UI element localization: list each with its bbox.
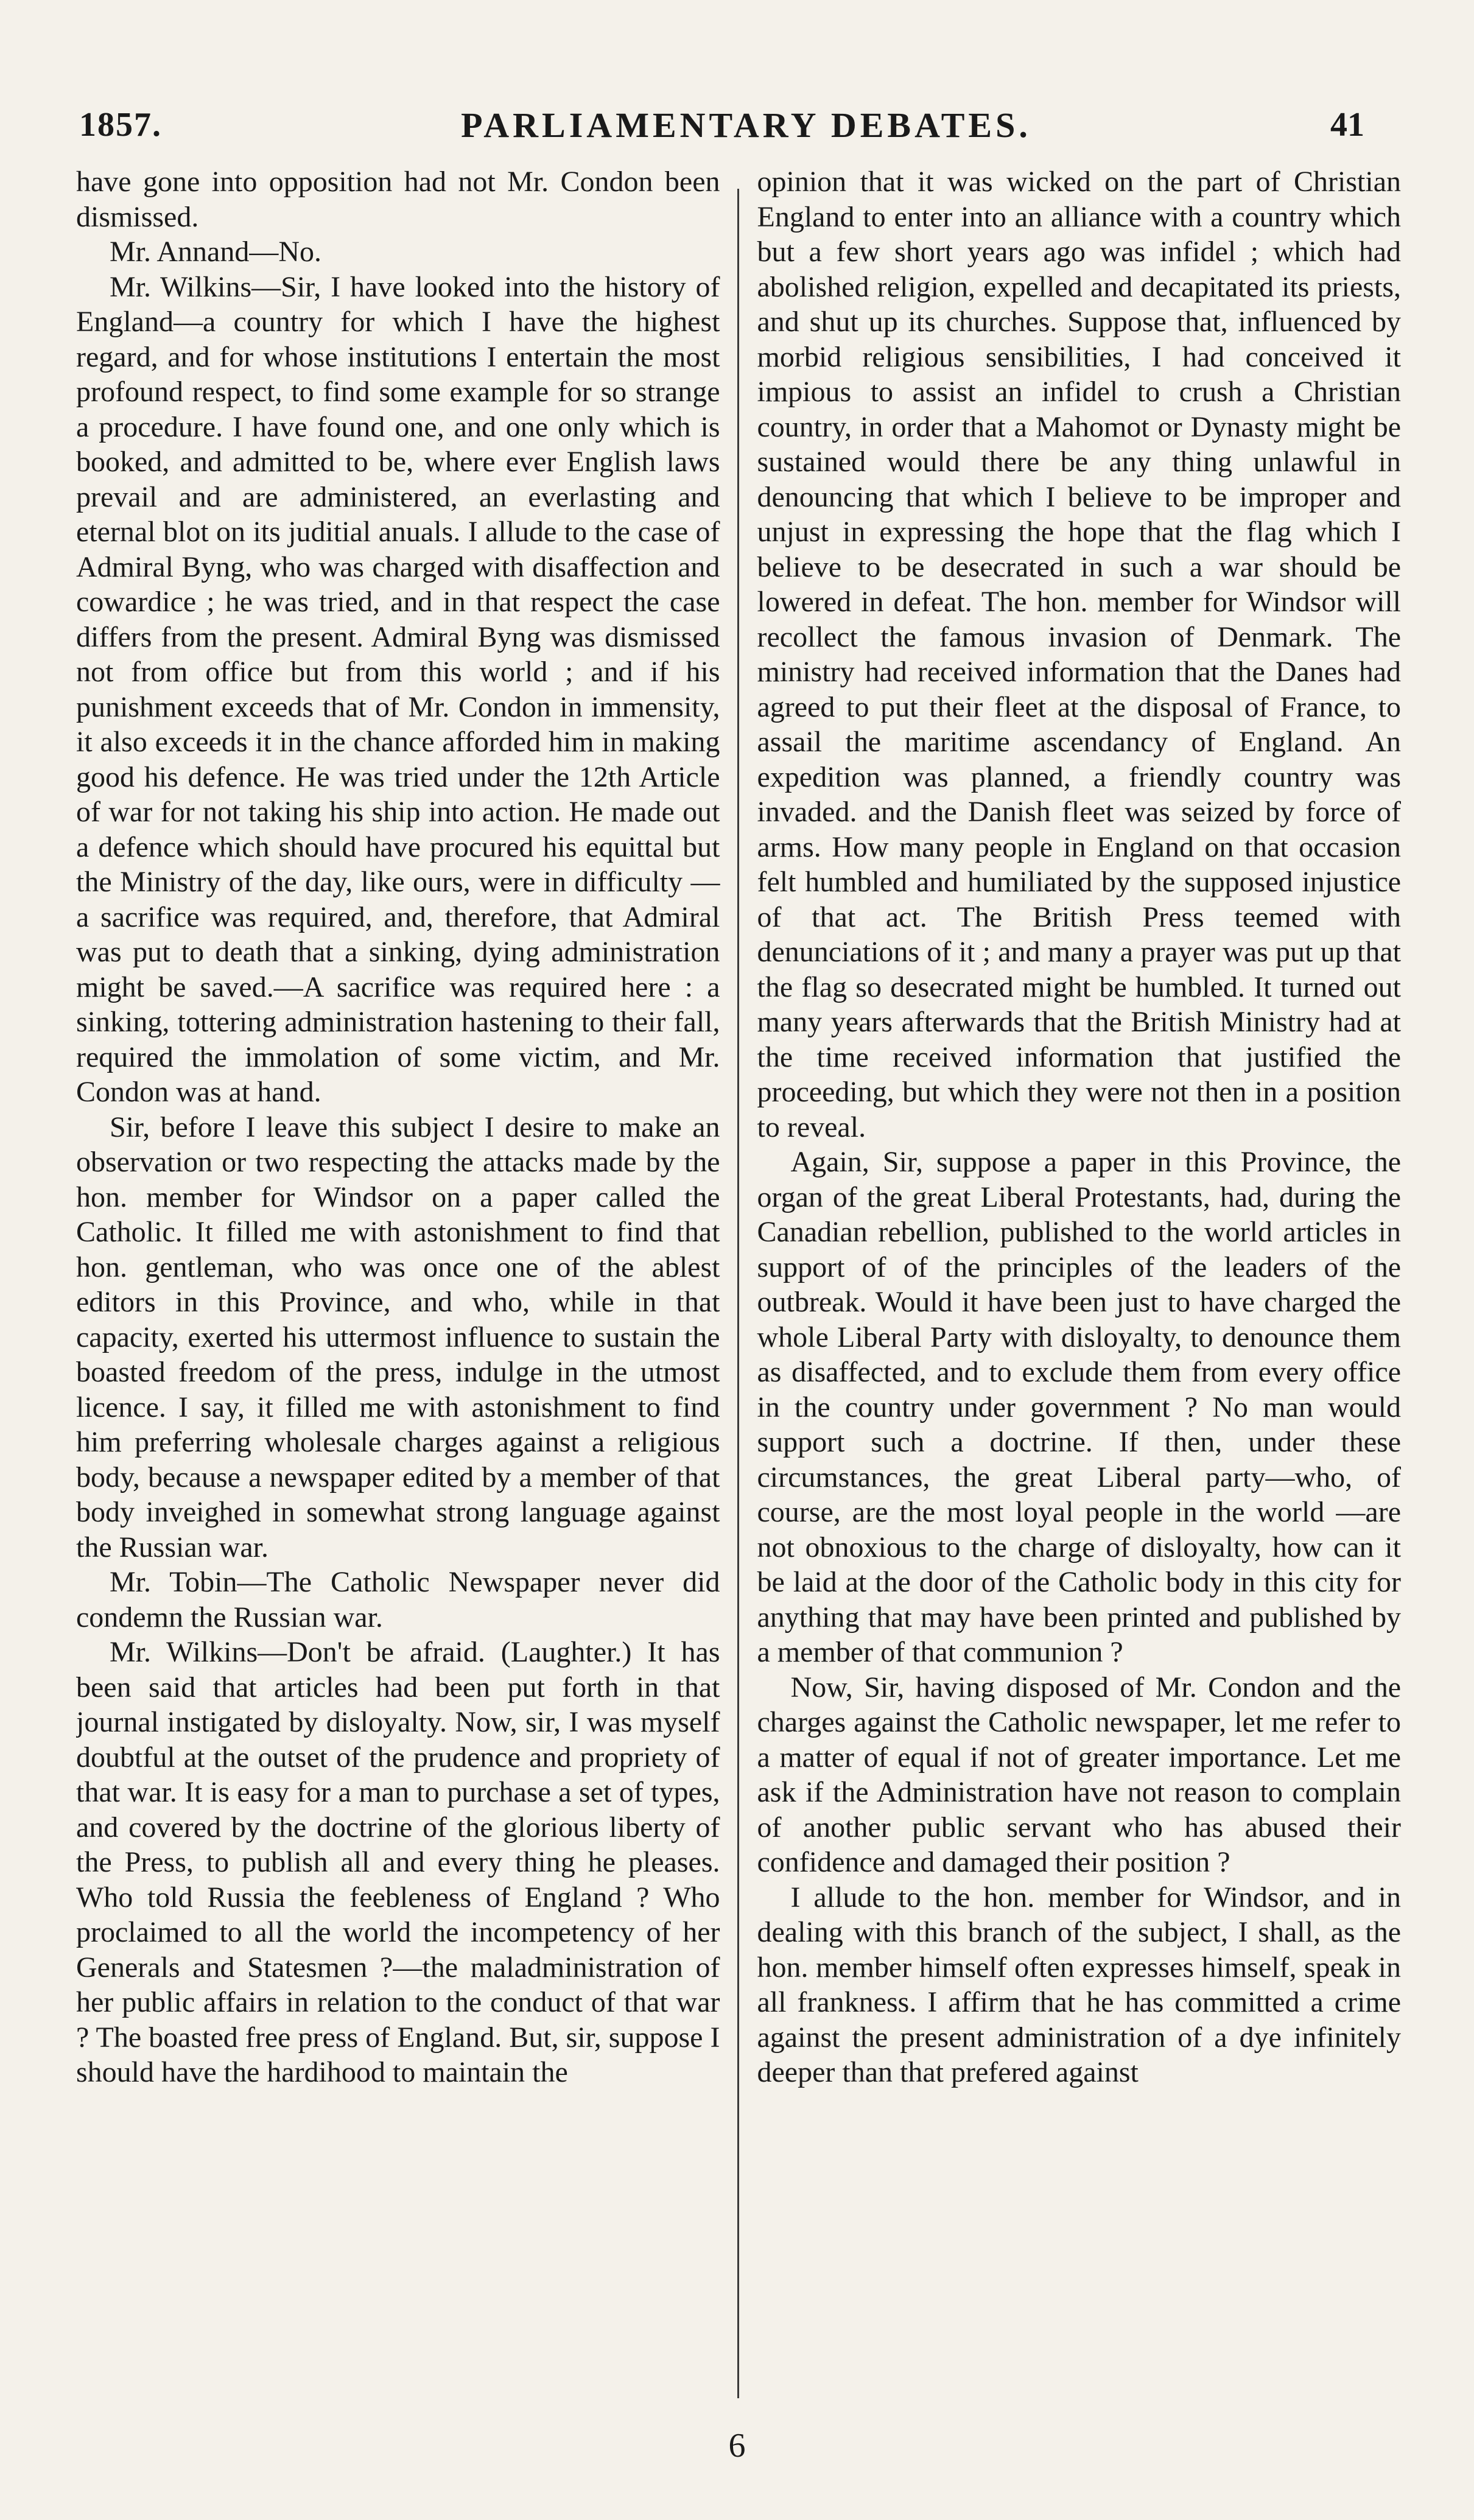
paragraph: Mr. Wilkins—Sir, I have looked into the history of England—a country for which I have the highest regard, and for whose institutions I entertain the most profound respect, to find some example for so strange a procedure. I have found one, and one only which is booked, and admitted to be, where ever English laws prevail and are administered, an everlasting and eternal blot on its juditial anuals. I allude to the case of Admiral Byng, who was charged with disaffection and cowardice ; he was tried, and in that respect the case differs from the present. Admiral Byng was dismissed not from office but from this world ; and if his punishment exceeds that of Mr. Condon in immensity, it also exceeds it in the chance afforded him in making good his defence. He was tried under the 12th Article of war for not taking his ship into action. He made out a defence which should have procured his equittal but the Ministry of the day, like ours, were in difficulty — a sacrifice was required, and, therefore, that Admiral was put to death that a sinking, dying administration might be saved.—A sacrifice was required here : a sinking, tottering administration hastening to their fall, required the immolation of some victim, and Mr. Condon was at hand.	[76, 270, 720, 1108]
page-number: 41	[1330, 106, 1364, 144]
paragraph: Now, Sir, having disposed of Mr. Condon and the charges against the Catholic newspaper, let me refer to a matter of equal if not of greater importance. Let me ask if the Administration have not reason to complain of another public servant who has abused their confidence and damaged their position ?	[757, 1671, 1401, 1878]
paragraph: Mr. Annand—No.	[110, 236, 321, 268]
paragraph: Mr. Wilkins—Don't be afraid. (Laughter.) It has been said that articles had been put forth in that journal instigated by disloyalty. Now, sir, I was myself doubtful at the outset of the prudence and propriety of that war. It is easy for a man to purchase a set of types, and covered by the doctrine of the glorious liberty of the Press, to publish all and every thing he pleases. Who told Russia the feebleness of England ? Who proclaimed to all the world the incompetency of her Generals and Statesmen ?—the maladministration of her public affairs in relation to the conduct of that war ? The boasted free press of England. But, sir, suppose I should have the hardihood to maintain the	[76, 1636, 720, 2088]
paragraph: opinion that it was wicked on the part of Christian England to enter into an alliance with a country which but a few short years ago was infidel ; which had abolished religion, expelled and decapitated its priests, and shut up its churches. Suppose that, influenced by morbid religious sensibilities, I had conceived it impious to assist an infidel to crush a Christian country, in order that a Mahomot or Dynasty might be sustained would there be any thing unlawful in denouncing that which I believe to be improper and unjust in expressing the hope that the flag which I believe to be desecrated in such a war should be lowered in defeat. The hon. member for Windsor will recollect the famous invasion of Denmark. The ministry had received information that the Danes had agreed to put their fleet at the disposal of France, to assail the maritime ascendancy of England. An expedition was planned, a friendly country was invaded. and the Danish fleet was seized by force of arms. How many people in England on that occasion felt humbled and humiliated by the supposed injustice of that act. The British Press teemed with denunciations of it ; and many a prayer was put up that the flag so desecrated might be humbled. It turned out many years afterwards that the British Ministry had at the time received information that justified the proceeding, but which they were not then in a position to reveal.	[757, 166, 1401, 1143]
header-year: 1857.	[79, 106, 162, 144]
page-header	[79, 91, 1364, 158]
paragraph: Again, Sir, suppose a paper in this Province, the organ of the great Liberal Protestants, had, during the Canadian rebellion, published to the world articles in support of of the principles of the leaders of the outbreak. Would it have been just to have charged the whole Liberal Party with disloyalty, to denounce them as disaffected, and to exclude them from every office in the country under government ? No man would support such a doctrine. If then, under these circumstances, the great Liberal party—who, of course, are the most loyal people in the world —are not obnoxious to the charge of disloyalty, how can it be laid at the door of the Catholic body in this city for anything that may have been printed and published by a member of that communion ?	[757, 1146, 1401, 1668]
paragraph: have gone into opposition had not Mr. Condon been dismissed.	[76, 166, 720, 233]
paragraph: Sir, before I leave this subject I desire to make an observation or two respecting the attacks made by the hon. member for Windsor on a paper called the Catholic. It filled me with astonishment to find that hon. gentleman, who was once one of the ablest editors in this Province, and who, while in that capacity, exerted his uttermost influence to sustain the boasted freedom of the press, indulge in the utmost licence. I say, it filled me with astonishment to find him preferring wholesale charges against a religious body, because a newspaper edited by a member of that body inveighed in somewhat strong language against the Russian war.	[76, 1111, 720, 1564]
running-title: PARLIAMENTARY DEBATES.	[461, 105, 1031, 145]
left-column	[76, 164, 737, 2404]
paragraph: Mr. Tobin—The Catholic Newspaper never did condemn the Russian war.	[76, 1566, 720, 1634]
text-columns	[76, 164, 1401, 2404]
signature-mark: 6	[728, 2427, 746, 2465]
paragraph: I allude to the hon. member for Windsor, and in dealing with this branch of the subject, I shall, as the hon. member himself often expresses himself, speak in all frankness. I affirm that he has committed a crime against the present administration of a dye infinitely deeper than that prefered against	[757, 1881, 1401, 2088]
right-column	[739, 164, 1402, 2404]
